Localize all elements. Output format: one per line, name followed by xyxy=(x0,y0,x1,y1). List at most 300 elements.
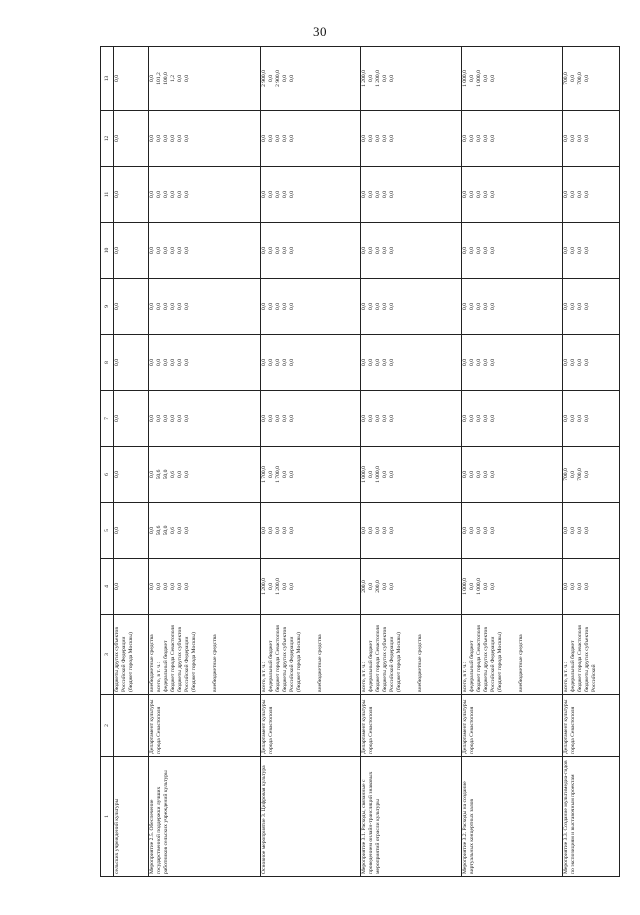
value-text: 0,0 xyxy=(281,415,288,422)
value-cell xyxy=(462,447,563,503)
value-text: 0,0 xyxy=(169,191,176,198)
value-cell xyxy=(462,391,563,447)
value-cell xyxy=(260,47,361,111)
value-text: 0,0 xyxy=(577,415,584,422)
value-text: 700,0 xyxy=(563,72,570,85)
value-text: 700,0 xyxy=(577,72,584,85)
value-text: 1 000,0 xyxy=(476,578,483,595)
value-text: 0,0 xyxy=(148,135,155,142)
funding-source-label: внебюджетные средства xyxy=(316,634,323,692)
measure-name-cell: Мероприятие 3.2. Расходы на создание виртуальных концертных залов xyxy=(462,757,563,877)
executor-cell: Департамент культуры города Севастополя xyxy=(361,695,462,757)
value-text: 0,0 xyxy=(155,359,162,366)
value-text: 1 000,0 xyxy=(476,70,483,87)
value-text: 0,0 xyxy=(389,359,396,366)
measure-name-cell: Мероприятие 2.5. Обеспечение государственной поддержки лучших работников сельских учреждений культуры xyxy=(148,757,260,877)
value-text: 0,0 xyxy=(361,135,368,142)
value-text: 100,0 xyxy=(162,72,169,85)
column-number-cell: 13 xyxy=(101,47,114,111)
value-cell xyxy=(462,335,563,391)
funding-source-label: федеральный бюджет xyxy=(469,640,476,692)
value-text: 0,0 xyxy=(267,75,274,82)
value-cell xyxy=(114,559,149,615)
column-number-cell: 4 xyxy=(101,559,114,615)
value-cell xyxy=(114,279,149,335)
value-text: 0,0 xyxy=(584,583,591,590)
value-text: 0,0 xyxy=(577,527,584,534)
value-text: 0,0 xyxy=(570,415,577,422)
column-number-cell: 12 xyxy=(101,111,114,167)
value-text: 0,0 xyxy=(183,247,190,254)
value-text: 0,0 xyxy=(368,583,375,590)
financing-table xyxy=(100,46,620,877)
value-text: 0,0 xyxy=(476,527,483,534)
value-text: 0,0 xyxy=(389,303,396,310)
value-text: 0,0 xyxy=(483,527,490,534)
value-text: 0,0 xyxy=(281,359,288,366)
value-text: 2 900,0 xyxy=(274,70,281,87)
value-cell xyxy=(114,167,149,223)
value-cell xyxy=(260,223,361,279)
value-text: 0,0 xyxy=(382,75,389,82)
value-text: 1 200,0 xyxy=(274,578,281,595)
value-text: 0,0 xyxy=(483,471,490,478)
value-text: 0,0 xyxy=(570,359,577,366)
value-text: 0,0 xyxy=(267,527,274,534)
value-text: 0,0 xyxy=(462,247,469,254)
value-cell xyxy=(148,223,260,279)
value-text: 0,0 xyxy=(183,583,190,590)
value-text: 0,0 xyxy=(476,191,483,198)
value-text: 0,0 xyxy=(368,359,375,366)
value-text: 0,0 xyxy=(389,471,396,478)
value-text: 200,0 xyxy=(375,580,382,593)
value-text: 0,0 xyxy=(483,247,490,254)
funding-source-cell xyxy=(462,615,563,695)
value-text: 0,0 xyxy=(382,359,389,366)
value-text: 50,6 xyxy=(155,469,162,480)
measure-name-cell: сельских учреждений культуры xyxy=(114,757,149,877)
funding-source-label: бюджеты других субъектов Российской Федерации (бюджет города Москвы) xyxy=(483,627,504,692)
value-text: 0,0 xyxy=(469,583,476,590)
value-text: 0,0 xyxy=(183,527,190,534)
value-text: 0,0 xyxy=(469,303,476,310)
value-text: 0,0 xyxy=(469,135,476,142)
value-cell xyxy=(462,559,563,615)
value-text: 0,0 xyxy=(570,303,577,310)
executor-cell: Департамент культуры города Севастополя xyxy=(462,695,563,757)
value-text: 0,0 xyxy=(267,359,274,366)
value-cell xyxy=(563,559,620,615)
column-number-row xyxy=(101,47,114,877)
value-text: 0,0 xyxy=(490,471,497,478)
continuation-row xyxy=(114,47,149,877)
funding-source-cell xyxy=(563,615,620,695)
value-cell xyxy=(361,391,462,447)
value-text: 0,0 xyxy=(563,135,570,142)
value-cell xyxy=(114,111,149,167)
value-text: 0,0 xyxy=(288,303,295,310)
value-text: 0,0 xyxy=(462,415,469,422)
value-text: 0,0 xyxy=(382,191,389,198)
value-text: 0,0 xyxy=(361,415,368,422)
value-text: 0,0 xyxy=(462,527,469,534)
value-text: 0,0 xyxy=(274,415,281,422)
value-text: 1 000,0 xyxy=(375,466,382,483)
value-text: 0,0 xyxy=(570,583,577,590)
value-text: 0,0 xyxy=(570,191,577,198)
funding-source-label: бюджеты других субъектов Российской Федерации (бюджет города Москвы) xyxy=(281,627,302,692)
value-text: 0,0 xyxy=(114,359,120,366)
value-text: 0,0 xyxy=(368,191,375,198)
value-text: 0,0 xyxy=(281,527,288,534)
value-cell xyxy=(260,335,361,391)
funding-source-cell xyxy=(260,615,361,695)
column-number-cell: 7 xyxy=(101,391,114,447)
value-cell xyxy=(361,223,462,279)
value-text: 0,0 xyxy=(389,75,396,82)
value-cell xyxy=(563,391,620,447)
value-text: 0,0 xyxy=(169,583,176,590)
value-cell xyxy=(462,111,563,167)
value-text: 0,0 xyxy=(114,583,120,590)
value-text: 0,0 xyxy=(274,191,281,198)
value-text: 0,0 xyxy=(176,415,183,422)
value-text: 0,0 xyxy=(176,303,183,310)
value-text: 0,0 xyxy=(382,471,389,478)
value-text: 0,0 xyxy=(155,415,162,422)
value-text: 0,0 xyxy=(148,191,155,198)
value-cell xyxy=(260,503,361,559)
value-text: 0,0 xyxy=(490,303,497,310)
value-cell xyxy=(148,111,260,167)
value-cell xyxy=(148,503,260,559)
executor-cell xyxy=(114,695,149,757)
value-text: 0,0 xyxy=(462,135,469,142)
value-text: 0,0 xyxy=(490,247,497,254)
value-text: 0,0 xyxy=(267,135,274,142)
value-text: 0,0 xyxy=(162,359,169,366)
value-text: 0,0 xyxy=(563,303,570,310)
value-cell xyxy=(114,335,149,391)
value-text: 0,6 xyxy=(169,527,176,534)
value-text: 1 000,0 xyxy=(462,578,469,595)
value-text: 0,0 xyxy=(570,471,577,478)
value-text: 0,0 xyxy=(469,471,476,478)
value-text: 0,0 xyxy=(375,359,382,366)
value-text: 0,0 xyxy=(368,527,375,534)
value-text: 0,0 xyxy=(114,527,120,534)
value-text: 0,0 xyxy=(476,247,483,254)
funding-source-label: всего, в т. ч.: xyxy=(563,661,570,692)
value-text: 0,0 xyxy=(169,415,176,422)
value-text: 0,0 xyxy=(382,303,389,310)
table-body xyxy=(114,47,620,877)
value-text: 0,0 xyxy=(469,359,476,366)
value-text: 0,0 xyxy=(288,471,295,478)
value-text: 200,0 xyxy=(361,580,368,593)
value-text: 0,0 xyxy=(476,471,483,478)
funding-source-label: бюджеты других субъектов Российской Федерации (бюджет города Москвы) xyxy=(382,627,403,692)
value-text: 1 000,0 xyxy=(462,70,469,87)
value-text: 0,0 xyxy=(577,247,584,254)
value-text: 0,0 xyxy=(584,303,591,310)
value-text: 0,0 xyxy=(563,359,570,366)
value-text: 0,0 xyxy=(183,135,190,142)
value-text: 0,0 xyxy=(162,135,169,142)
value-text: 0,0 xyxy=(274,247,281,254)
value-text: 0,0 xyxy=(169,247,176,254)
value-text: 0,0 xyxy=(361,359,368,366)
value-cell xyxy=(361,47,462,111)
value-text: 1 700,0 xyxy=(260,466,267,483)
value-text: 0,0 xyxy=(176,583,183,590)
value-cell xyxy=(148,167,260,223)
value-cell xyxy=(148,391,260,447)
column-number-cell: 3 xyxy=(101,615,114,695)
value-text: 0,0 xyxy=(462,471,469,478)
value-text: 0,0 xyxy=(382,583,389,590)
value-text: 0,0 xyxy=(281,471,288,478)
value-text: 0,0 xyxy=(169,135,176,142)
value-text: 0,0 xyxy=(382,415,389,422)
value-cell xyxy=(563,447,620,503)
value-text: 0,0 xyxy=(155,303,162,310)
page-number: 30 xyxy=(313,24,327,39)
value-text: 0,0 xyxy=(281,583,288,590)
value-text: 0,0 xyxy=(361,527,368,534)
funding-source-label: федеральный бюджет xyxy=(570,640,577,692)
funding-source-label: бюджеты других субъектов Российской Федерации (бюджет города Москвы) xyxy=(114,627,134,692)
value-text: 0,0 xyxy=(368,75,375,82)
funding-source-label: всего, в т. ч.: xyxy=(462,661,469,692)
value-text: 0,0 xyxy=(281,75,288,82)
value-text: 0,0 xyxy=(490,359,497,366)
column-number-cell: 8 xyxy=(101,335,114,391)
value-text: 0,0 xyxy=(490,583,497,590)
value-text: 0,0 xyxy=(260,303,267,310)
column-number-cell: 9 xyxy=(101,279,114,335)
measure-row xyxy=(563,47,620,877)
funding-source-label: всего, в т. ч.: xyxy=(155,661,162,692)
value-text: 0,0 xyxy=(274,135,281,142)
value-text: 0,0 xyxy=(260,359,267,366)
value-text: 0,0 xyxy=(490,415,497,422)
value-cell xyxy=(361,503,462,559)
value-text: 0,0 xyxy=(183,191,190,198)
value-text: 0,0 xyxy=(389,527,396,534)
value-text: 0,0 xyxy=(462,303,469,310)
value-text: 0,0 xyxy=(490,191,497,198)
value-text: 700,0 xyxy=(577,468,584,481)
value-text: 0,0 xyxy=(288,415,295,422)
value-text: 0,0 xyxy=(114,247,120,254)
value-text: 1 200,0 xyxy=(361,70,368,87)
column-number-cell: 5 xyxy=(101,503,114,559)
value-text: 0,0 xyxy=(260,527,267,534)
value-text: 0,0 xyxy=(260,135,267,142)
value-text: 0,0 xyxy=(375,247,382,254)
value-cell xyxy=(563,47,620,111)
funding-source-label: федеральный бюджет xyxy=(162,640,169,692)
value-cell xyxy=(563,279,620,335)
value-text: 0,0 xyxy=(155,583,162,590)
value-text: 50,6 xyxy=(155,525,162,536)
value-text: 1,2 xyxy=(169,75,176,82)
value-cell xyxy=(361,447,462,503)
value-text: 0,0 xyxy=(577,135,584,142)
value-text: 0,0 xyxy=(148,583,155,590)
value-text: 0,0 xyxy=(577,359,584,366)
value-text: 0,0 xyxy=(389,191,396,198)
value-text: 50,0 xyxy=(162,469,169,480)
value-text: 0,0 xyxy=(570,75,577,82)
value-text: 0,0 xyxy=(162,303,169,310)
value-text: 0,0 xyxy=(148,527,155,534)
value-cell xyxy=(361,559,462,615)
funding-source-cell xyxy=(148,615,260,695)
column-number-cell: 11 xyxy=(101,167,114,223)
executor-cell: Департамент культуры города Севастополя xyxy=(563,695,620,757)
value-text: 0,0 xyxy=(483,359,490,366)
rotated-table-wrapper xyxy=(100,47,620,877)
column-number-cell: 1 xyxy=(101,757,114,877)
value-text: 0,0 xyxy=(577,583,584,590)
value-cell xyxy=(114,47,149,111)
value-cell xyxy=(563,111,620,167)
value-cell xyxy=(260,447,361,503)
value-cell xyxy=(361,335,462,391)
value-cell xyxy=(148,559,260,615)
value-cell xyxy=(260,391,361,447)
value-cell xyxy=(114,503,149,559)
column-number-cell: 10 xyxy=(101,223,114,279)
funding-source-label: федеральный бюджет xyxy=(267,640,274,692)
value-text: 0,0 xyxy=(288,247,295,254)
value-text: 0,0 xyxy=(148,471,155,478)
value-text: 0,0 xyxy=(490,75,497,82)
value-text: 0,0 xyxy=(162,247,169,254)
value-text: 0,0 xyxy=(361,191,368,198)
value-cell xyxy=(563,503,620,559)
value-text: 0,0 xyxy=(148,247,155,254)
value-text: 0,0 xyxy=(584,359,591,366)
value-cell xyxy=(114,391,149,447)
value-text: 0,0 xyxy=(382,247,389,254)
value-text: 0,0 xyxy=(584,415,591,422)
measure-row xyxy=(148,47,260,877)
value-text: 0,0 xyxy=(368,303,375,310)
value-text: 0,0 xyxy=(483,191,490,198)
value-cell xyxy=(462,47,563,111)
value-text: 0,0 xyxy=(483,583,490,590)
value-text: 0,0 xyxy=(267,191,274,198)
value-text: 0,0 xyxy=(389,247,396,254)
value-text: 1 000,0 xyxy=(361,466,368,483)
value-cell xyxy=(361,111,462,167)
value-text: 0,0 xyxy=(563,583,570,590)
value-cell xyxy=(462,503,563,559)
value-text: 0,0 xyxy=(155,247,162,254)
value-text: 0,0 xyxy=(288,75,295,82)
value-text: 0,0 xyxy=(570,247,577,254)
value-text: 0,0 xyxy=(274,527,281,534)
funding-source-label: всего, в т. ч.: xyxy=(260,661,267,692)
value-text: 0,0 xyxy=(162,415,169,422)
value-text: 0,0 xyxy=(476,415,483,422)
value-cell xyxy=(260,559,361,615)
value-text: 0,0 xyxy=(469,191,476,198)
value-text: 0,0 xyxy=(114,471,120,478)
value-text: 0,0 xyxy=(281,191,288,198)
value-text: 0,0 xyxy=(281,247,288,254)
value-text: 0,0 xyxy=(148,359,155,366)
value-text: 0,0 xyxy=(577,191,584,198)
value-text: 0,0 xyxy=(274,303,281,310)
value-cell xyxy=(462,223,563,279)
executor-cell: Департамент культуры города Севастополя xyxy=(148,695,260,757)
value-text: 0,0 xyxy=(267,247,274,254)
value-cell xyxy=(260,279,361,335)
value-text: 0,0 xyxy=(114,191,120,198)
measure-row xyxy=(361,47,462,877)
executor-cell: Департамент культуры города Севастополя xyxy=(260,695,361,757)
value-text: 0,0 xyxy=(375,415,382,422)
value-text: 0,0 xyxy=(114,303,120,310)
value-text: 0,0 xyxy=(469,415,476,422)
funding-source-label: внебюджетные средства xyxy=(211,634,218,692)
value-text: 0,0 xyxy=(584,135,591,142)
value-cell xyxy=(361,167,462,223)
value-text: 0,0 xyxy=(375,527,382,534)
value-text: 0,0 xyxy=(483,135,490,142)
value-text: 0,0 xyxy=(483,415,490,422)
value-text: 0,0 xyxy=(155,135,162,142)
value-text: 0,0 xyxy=(162,583,169,590)
funding-source-label: бюджет города Севастополя xyxy=(476,625,483,692)
value-text: 0,0 xyxy=(570,135,577,142)
value-text: 0,0 xyxy=(288,583,295,590)
value-cell xyxy=(563,167,620,223)
value-text: 0,0 xyxy=(563,527,570,534)
value-text: 0,0 xyxy=(183,471,190,478)
value-cell xyxy=(148,47,260,111)
funding-source-label: бюджет города Севастополя xyxy=(577,625,584,692)
value-text: 0,0 xyxy=(176,191,183,198)
value-text: 0,0 xyxy=(563,191,570,198)
value-text: 0,0 xyxy=(183,359,190,366)
value-text: 0,0 xyxy=(183,75,190,82)
value-text: 0,0 xyxy=(183,303,190,310)
funding-source-label: федеральный бюджет xyxy=(368,640,375,692)
value-text: 0,0 xyxy=(375,135,382,142)
funding-source-label: бюджеты других субъектов Российской xyxy=(584,627,598,692)
value-text: 0,0 xyxy=(368,415,375,422)
value-text: 0,0 xyxy=(476,359,483,366)
value-text: 0,0 xyxy=(148,415,155,422)
measure-row xyxy=(462,47,563,877)
value-cell xyxy=(148,279,260,335)
value-text: 0,0 xyxy=(169,303,176,310)
funding-source-label: внебюджетные средства xyxy=(518,634,525,692)
value-text: 0,0 xyxy=(469,75,476,82)
funding-source-cell xyxy=(361,615,462,695)
value-text: 0,0 xyxy=(584,247,591,254)
value-text: 0,0 xyxy=(368,471,375,478)
column-number-cell: 2 xyxy=(101,695,114,757)
value-text: 0,0 xyxy=(176,527,183,534)
value-cell xyxy=(563,223,620,279)
